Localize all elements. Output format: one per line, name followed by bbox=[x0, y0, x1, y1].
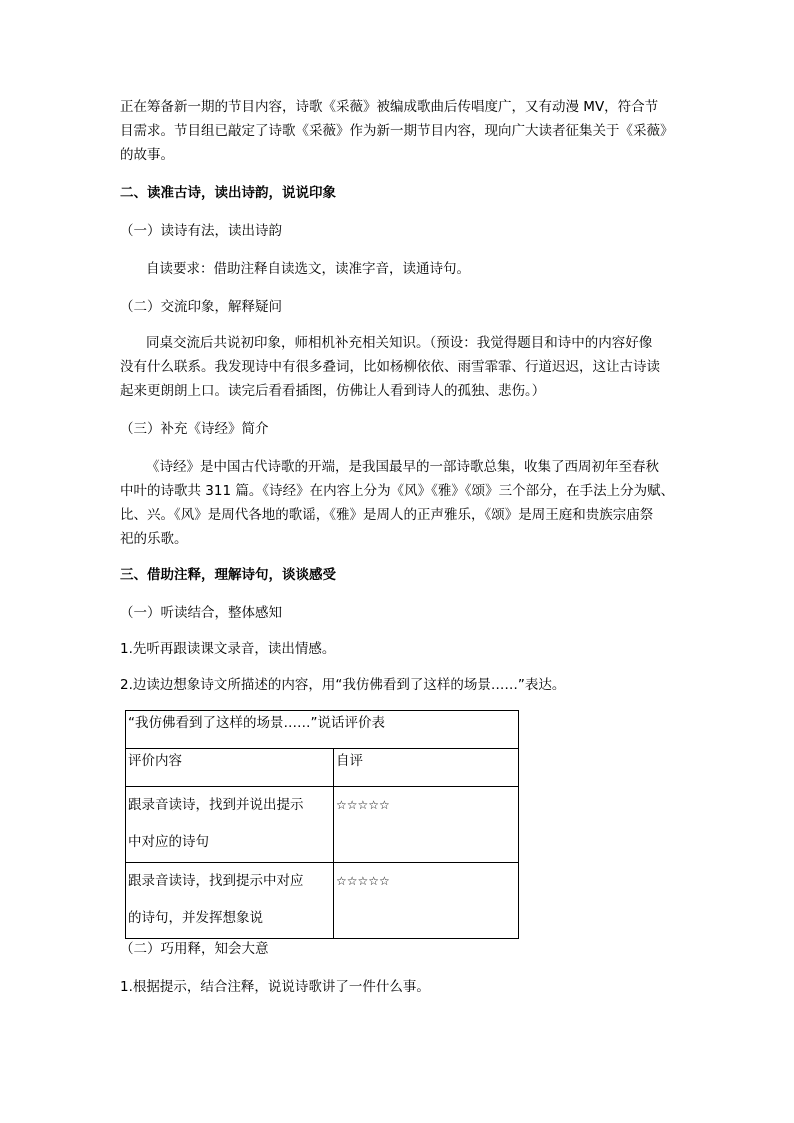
table-row bbox=[126, 787, 519, 863]
subsection-2-3-heading: （三）补充《诗经》简介 bbox=[120, 421, 269, 437]
star-rating: ☆☆☆☆☆ bbox=[334, 863, 519, 939]
subsection-2-3-body-line-2: 中叶的诗歌共 311 篇。《诗经》在内容上分为《风》《雅》《颂》三个部分，在手法上分为赋、 bbox=[120, 483, 675, 499]
subsection-2-2-heading: （二）交流印象，解释疑问 bbox=[120, 299, 282, 315]
table-cell-content bbox=[126, 787, 334, 863]
table-cell-line: 跟录音读诗，找到提示中对应 bbox=[128, 873, 304, 889]
star-rating: ☆☆☆☆☆ bbox=[334, 787, 519, 863]
table-cell-content bbox=[126, 863, 334, 939]
evaluation-table bbox=[125, 710, 519, 939]
subsection-2-1-body: 自读要求：借助注释自读选文，读准字音，读通诗句。 bbox=[146, 261, 470, 277]
section-2-heading: 二、读准古诗，读出诗韵，说说印象 bbox=[120, 185, 336, 201]
intro-line-3: 的故事。 bbox=[120, 147, 174, 163]
subsection-2-3-body-line-3: 比、兴。《风》是周代各地的歌谣，《雅》是周人的正声雅乐，《颂》是周王庭和贵族宗庙祭 bbox=[120, 507, 654, 523]
subsection-2-2-body-line-2: 没有什么联系。我发现诗中有很多叠词，比如杨柳依依、雨雪霏霏、行道迟迟，这让古诗读 bbox=[120, 359, 660, 375]
intro-line-2: 目需求。节目组已敲定了诗歌《采薇》作为新一期节目内容，现向广大读者征集关于《采薇》 bbox=[120, 123, 674, 139]
table-cell-line: 的诗句，并发挥想象说 bbox=[128, 910, 263, 926]
table-header-content: 评价内容 bbox=[126, 749, 334, 787]
subsection-2-2-body-line-1: 同桌交流后共说初印象，师相机补充相关知识。（预设：我觉得题目和诗中的内容好像 bbox=[146, 335, 653, 351]
subsection-3-2-heading: （二）巧用释，知会大意 bbox=[120, 941, 269, 957]
subsection-2-1-heading: （一）读诗有法，读出诗韵 bbox=[120, 223, 282, 239]
subsection-2-3-body-line-4: 祀的乐歌。 bbox=[120, 531, 188, 547]
subsection-3-1-item-2: 2.边读边想象诗文所描述的内容，用“我仿佛看到了这样的场景……”表达。 bbox=[120, 677, 566, 693]
table-cell-line: 跟录音读诗，找到并说出提示 bbox=[128, 797, 304, 813]
table-caption: “我仿佛看到了这样的场景……”说话评价表 bbox=[126, 711, 519, 749]
subsection-3-1-item-1: 1.先听再跟读课文录音，读出情感。 bbox=[120, 641, 336, 657]
subsection-2-3-body-line-1: 《诗经》是中国古代诗歌的开端，是我国最早的一部诗歌总集，收集了西周初年至春秋 bbox=[146, 459, 659, 475]
table-header-self: 自评 bbox=[334, 749, 519, 787]
table-cell-line: 中对应的诗句 bbox=[128, 834, 209, 850]
table-row bbox=[126, 863, 519, 939]
subsection-3-2-item-1: 1.根据提示，结合注释，说说诗歌讲了一件什么事。 bbox=[120, 979, 430, 995]
subsection-2-2-body-line-3: 起来更朗朗上口。读完后看看插图，仿佛让人看到诗人的孤独、悲伤。） bbox=[120, 383, 546, 399]
subsection-3-1-heading: （一）听读结合，整体感知 bbox=[120, 605, 282, 621]
intro-line-1: 正在筹备新一期的节目内容，诗歌《采薇》被编成歌曲后传唱度广，又有动漫 MV，符合节 bbox=[120, 99, 659, 115]
section-3-heading: 三、借助注释，理解诗句，谈谈感受 bbox=[120, 567, 336, 583]
